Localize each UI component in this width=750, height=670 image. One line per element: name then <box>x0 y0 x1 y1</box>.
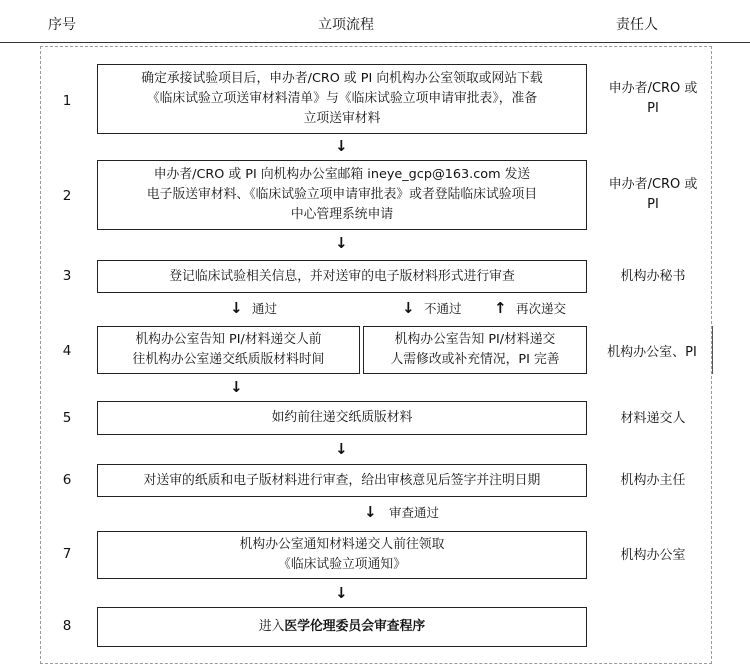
step-5-box <box>97 401 587 435</box>
step-5-owner: 材料递交人 <box>620 411 686 426</box>
step-2-box <box>97 160 587 230</box>
step-1-line: 《临床试验立项送审材料清单》与《临床试验立项申请审批表》，准备 <box>146 91 538 106</box>
step-4-number: 4 <box>62 343 72 359</box>
step-7-box <box>97 531 587 579</box>
arrow-down-icon: ↓ <box>402 299 415 317</box>
step-8-number: 8 <box>62 618 72 634</box>
step-2-line: 申办者/CRO 或 PI 向机构办公室邮箱 ineye_gcp@163.com 发送 <box>153 167 531 182</box>
arrow-down-icon: ↓ <box>335 234 348 252</box>
step-5-number: 5 <box>62 410 72 426</box>
step-2-owner: 申办者/CRO 或 PI <box>608 177 698 212</box>
step-8-box <box>97 607 587 647</box>
review-pass-label: 审查通过 <box>389 505 440 520</box>
step-4-frame-tick <box>712 326 713 374</box>
step-1-line: 确定承接试验项目后，申办者/CRO 或 PI 向机构办公室领取或网站下载 <box>141 71 543 86</box>
step-8-prefix: 进入 <box>258 619 285 634</box>
step-1-line: 立项送审材料 <box>303 111 381 126</box>
arrow-down-icon: ↓ <box>230 299 243 317</box>
step-2-number: 2 <box>62 188 72 204</box>
arrow-down-icon: ↓ <box>364 503 377 521</box>
arrow-down-icon: ↓ <box>230 378 243 396</box>
header-seq: 序号 <box>48 17 76 33</box>
header-rule <box>0 42 750 43</box>
branch-pass-label: 通过 <box>252 301 278 316</box>
step-4-left-line: 机构办公室告知 PI/材料递交人前 <box>135 332 322 347</box>
step-3-owner: 机构办秘书 <box>620 269 686 284</box>
step-4-owner: 机构办公室、PI <box>607 345 697 360</box>
step-7-owner: 机构办公室 <box>620 548 686 563</box>
step-1-box <box>97 64 587 134</box>
step-4-right-line: 机构办公室告知 PI/材料递交 <box>394 332 556 347</box>
step-1-owner: 申办者/CRO 或 PI <box>608 81 698 116</box>
branch-fail-label: 不通过 <box>424 301 462 316</box>
step-4-left-box <box>97 326 360 374</box>
step-3-box <box>97 260 587 293</box>
step-4-left-line: 往机构办公室递交纸质版材料时间 <box>132 352 325 367</box>
arrow-down-icon: ↓ <box>335 584 348 602</box>
step-6-number: 6 <box>62 472 72 488</box>
step-6-box <box>97 464 587 497</box>
header-process: 立项流程 <box>318 17 374 33</box>
step-7-line: 《临床试验立项通知》 <box>278 557 406 572</box>
step-7-number: 7 <box>62 546 72 562</box>
step-4-right-box <box>363 326 587 374</box>
step-3-number: 3 <box>62 268 72 284</box>
arrow-up-icon: ↑ <box>494 299 507 317</box>
step-6-owner: 机构办主任 <box>620 473 686 488</box>
step-2-line: 电子版送审材料、《临床试验立项申请审批表》或者登陆临床试验项目 <box>146 187 538 202</box>
step-8-bold-text: 医学伦理委员会审查程序 <box>284 619 426 634</box>
step-6-line: 对送审的纸质和电子版材料进行审查，给出审核意见后签字并注明日期 <box>143 472 541 488</box>
step-7-line: 机构办公室通知材料递交人前往领取 <box>239 537 445 552</box>
step-1-number: 1 <box>62 93 72 109</box>
arrow-down-icon: ↓ <box>335 137 348 155</box>
step-2-line: 中心管理系统申请 <box>290 207 394 222</box>
arrow-down-icon: ↓ <box>335 440 348 458</box>
step-4-right-line: 人需修改或补充情况，PI 完善 <box>390 352 560 367</box>
branch-resubmit-label: 再次递交 <box>516 301 567 316</box>
step-3-line: 登记临床试验相关信息，并对送审的电子版材料形式进行审查 <box>169 268 515 284</box>
step-5-line: 如约前往递交纸质版材料 <box>271 410 413 425</box>
header-owner: 责任人 <box>616 17 658 33</box>
